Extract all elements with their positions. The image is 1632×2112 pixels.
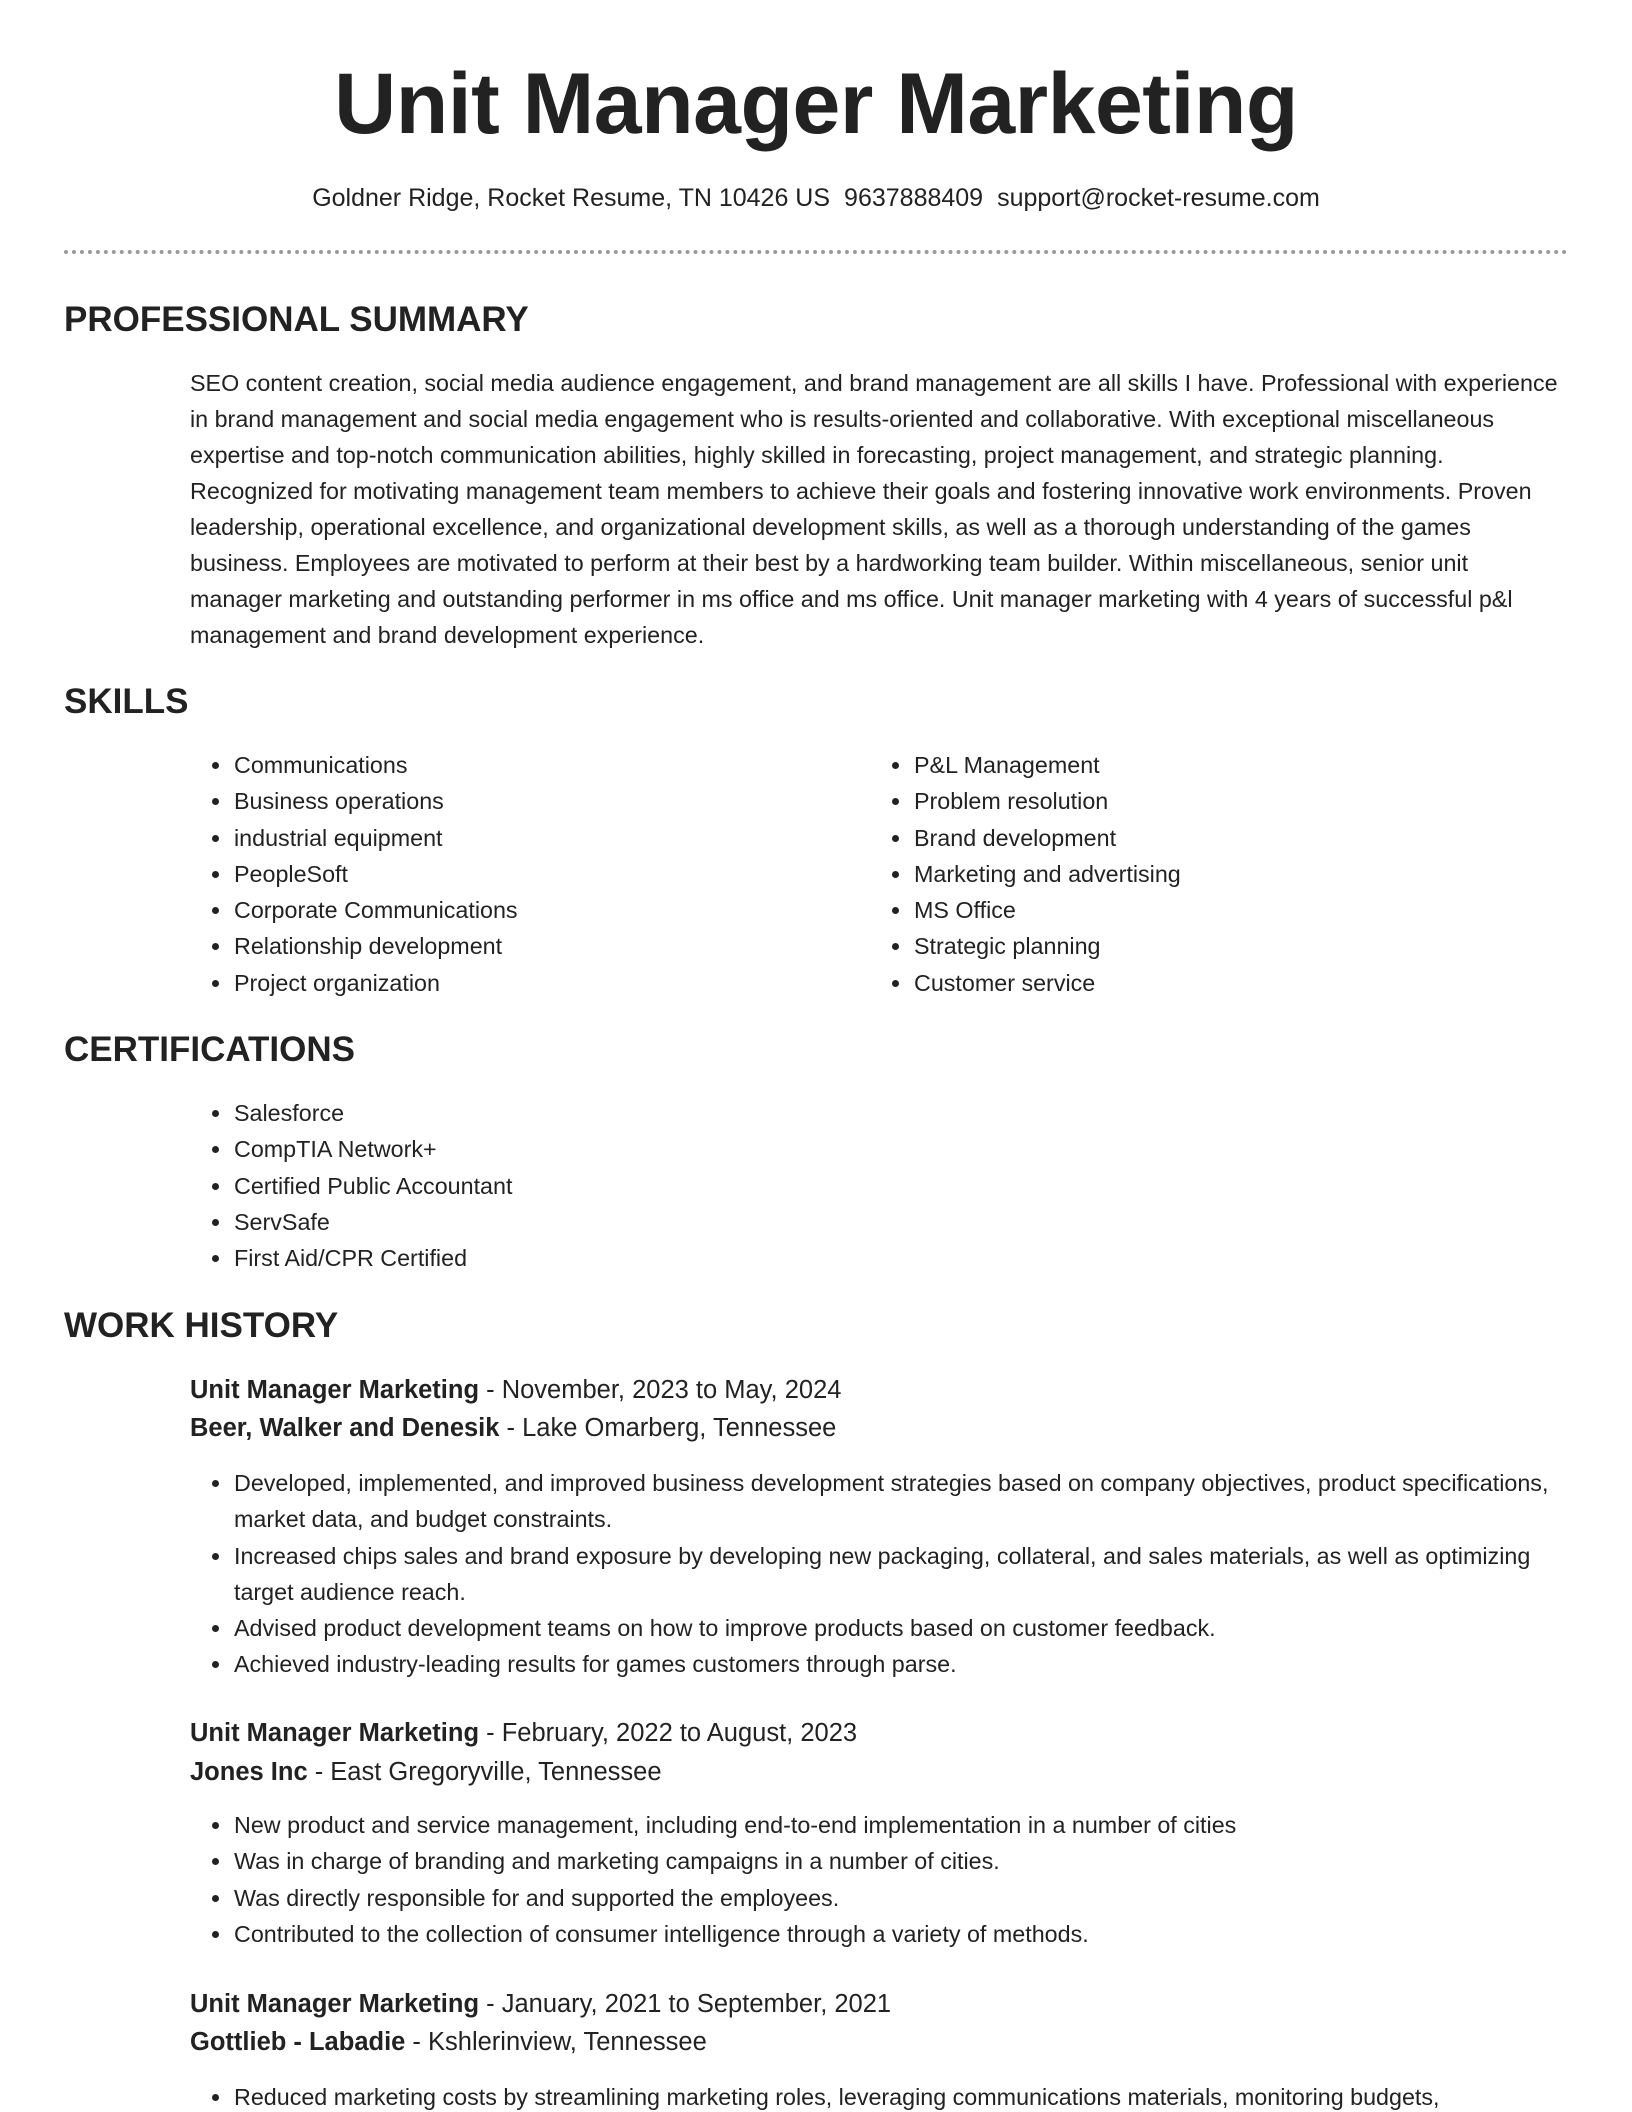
certification-item: • Salesforce xyxy=(233,1095,1033,1131)
job-dates: - February, 2022 to August, 2023 xyxy=(479,1719,858,1747)
header-divider xyxy=(64,250,1568,254)
job-bullets xyxy=(190,1465,1573,1683)
job-location: - Lake Omarberg, Tennessee xyxy=(499,1414,837,1442)
job-bullet: • Increased chips sales and brand exposure by developing new packaging, collateral, and sales materials, as well as optimizing target audience reach. xyxy=(233,1538,1573,1611)
summary-text: SEO content creation, social media audience engagement, and brand management are all skills I have. Professional with experience in brand management and social media engagement who is results-oriented and collaborative. With exceptional miscellaneous expertise and top-notch communication abilities, highly skilled in forecasting, project management, and strategic planning. Recognized for motivating management team members to achieve their goals and fostering innovative work environments. Proven leadership, operational excellence, and organizational development skills, as well as a thorough understanding of the games business. Employees are motivated to perform at their best by a hardworking team builder. Within miscellaneous, senior unit manager marketing and outstanding performer in ms office and ms office. Unit manager marketing with 4 years of successful p&l management and brand development experience. xyxy=(190,370,1558,648)
skill-item: • Project organization xyxy=(233,965,833,1001)
job-company-line xyxy=(190,2024,707,2060)
skill-item: • Marketing and advertising xyxy=(913,856,1513,892)
job-bullet: • Achieved industry-leading results for games customers through parse. xyxy=(233,1646,1573,1682)
section-title-summary: PROFESSIONAL SUMMARY xyxy=(64,300,529,339)
job-role: Unit Manager Marketing xyxy=(190,1990,480,2018)
certification-item: • Certified Public Accountant xyxy=(233,1168,1033,1204)
skill-item: • Business operations xyxy=(233,783,833,819)
job-bullets xyxy=(190,2079,1573,2112)
certification-item: • CompTIA Network+ xyxy=(233,1131,1033,1167)
job-dates: - January, 2021 to September, 2021 xyxy=(479,1990,892,2018)
contact-phone: 9637888409 xyxy=(844,184,984,212)
skill-item: • Relationship development xyxy=(233,928,833,964)
skill-item: • industrial equipment xyxy=(233,820,833,856)
job-company: Gottlieb - Labadie xyxy=(190,2028,406,2056)
skills-list-right xyxy=(870,747,1513,1001)
job-bullet: • Developed, implemented, and improved business development strategies based on company objectives, product specifications, market data, and budget constraints. xyxy=(233,1465,1573,1538)
contact-email: support@rocket-resume.com xyxy=(997,184,1320,212)
job-title-line xyxy=(190,1372,841,1408)
job-bullets xyxy=(190,1807,1573,1952)
skill-item: • Brand development xyxy=(913,820,1513,856)
skill-item: • MS Office xyxy=(913,892,1513,928)
job-company: Beer, Walker and Denesik xyxy=(190,1414,500,1442)
job-company-line xyxy=(190,1410,836,1446)
contact-address: Goldner Ridge, Rocket Resume, TN 10426 US xyxy=(312,184,831,212)
job-bullet: • New product and service management, including end-to-end implementation in a number of cities xyxy=(233,1807,1573,1843)
job-location: - Kshlerinview, Tennessee xyxy=(405,2028,707,2056)
job-dates: - November, 2023 to May, 2024 xyxy=(479,1376,842,1404)
contact-line xyxy=(0,182,1632,214)
job-role: Unit Manager Marketing xyxy=(190,1719,480,1747)
certification-item: • First Aid/CPR Certified xyxy=(233,1240,1033,1276)
skill-item: • P&L Management xyxy=(913,747,1513,783)
job-bullet: • Contributed to the collection of consumer intelligence through a variety of methods. xyxy=(233,1916,1573,1952)
job-location: - East Gregoryville, Tennessee xyxy=(307,1758,662,1786)
skills-list-left xyxy=(190,747,833,1001)
skill-item: • PeopleSoft xyxy=(233,856,833,892)
job-bullet: • Reduced marketing costs by streamlining marketing roles, leveraging communications materials, monitoring budgets, xyxy=(233,2079,1573,2112)
job-title-line xyxy=(190,1715,857,1751)
job-role: Unit Manager Marketing xyxy=(190,1376,480,1404)
section-title-skills: SKILLS xyxy=(64,682,189,721)
job-bullet: • Was directly responsible for and supported the employees. xyxy=(233,1880,1573,1916)
job-title-line xyxy=(190,1986,891,2022)
skill-item: • Corporate Communications xyxy=(233,892,833,928)
job-bullet: • Advised product development teams on how to improve products based on customer feedback. xyxy=(233,1610,1573,1646)
section-title-certifications: CERTIFICATIONS xyxy=(64,1030,356,1069)
skill-item: • Strategic planning xyxy=(913,928,1513,964)
skill-item: • Communications xyxy=(233,747,833,783)
certification-item: • ServSafe xyxy=(233,1204,1033,1240)
job-company: Jones Inc xyxy=(190,1758,308,1786)
certifications-list xyxy=(190,1095,1033,1276)
job-company-line xyxy=(190,1754,662,1790)
section-title-work: WORK HISTORY xyxy=(64,1306,339,1345)
skill-item: • Customer service xyxy=(913,965,1513,1001)
resume-name: Unit Manager Marketing xyxy=(334,56,1298,152)
skill-item: • Problem resolution xyxy=(913,783,1513,819)
job-bullet: • Was in charge of branding and marketing campaigns in a number of cities. xyxy=(233,1843,1573,1879)
